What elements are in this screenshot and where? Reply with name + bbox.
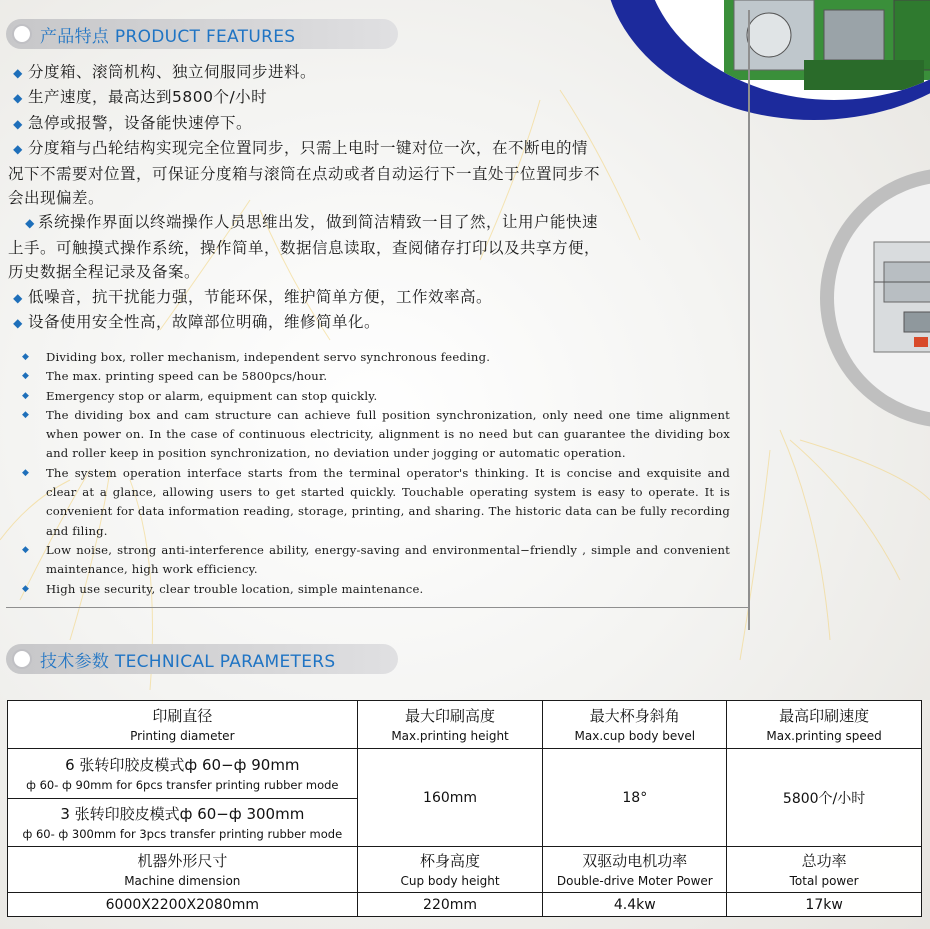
diamond-bullet-icon: ◆ [25,216,35,231]
cn-feature-line: ◆ 系统操作界面以终端操作人员思维出发，做到简洁精致一目了然，让用户能快速 [8,210,740,235]
mode-cell-3pcs: 3 张转印胶皮模式ф 60−ф 300mm ф 60- ф 300mm for 3pcs transfer printing rubber mode [8,799,358,847]
diamond-bullet-icon: ◆ [13,66,23,80]
en-feature-item: ◆ Dividing box, roller mechanism, independent servo synchronous feeding. [22,348,730,367]
diamond-bullet-icon: ◆ [13,290,23,305]
circle-dot-icon [12,24,32,44]
diamond-bullet-icon: ◆ [22,390,29,401]
diamond-bullet-icon: ◆ [13,116,23,131]
cup-height-value: 220mm [357,893,543,917]
features-en-list [22,348,730,599]
header-cell-diameter: 印刷直径 Printing diameter [8,701,358,749]
diamond-bullet-icon: ◆ [22,544,29,555]
header-cell-height: 最大印刷高度 Max.printing height [357,701,543,749]
features-header [6,19,398,49]
header-cell-cup-height: 杯身高度 Cup body height [357,847,543,893]
cn-feature-line: 会出现偏差。 [8,189,105,208]
divider-vertical [748,10,750,630]
header-cell-motor-power: 双驱动电机功率 Double-drive Moter Power [543,847,727,893]
features-title: 产品特点 PRODUCT FEATURES [40,26,296,47]
cn-feature-line: 历史数据全程记录及备案。 [8,263,201,282]
diamond-bullet-icon: ◆ [13,142,23,157]
header-cell-total-power: 总功率 Total power [727,847,922,893]
en-feature-item: ◆ High use security, clear trouble location, simple maintenance. [22,580,730,599]
motor-power-value: 4.4kw [543,893,727,917]
diamond-bullet-icon: ◆ [22,371,29,382]
cn-feature-line: ◆ 分度箱、滚筒机构、独立伺服同步进料。 [8,60,740,85]
header-cell-speed: 最高印刷速度 Max.printing speed [727,701,922,749]
cn-feature-line: ◆ 低噪音，抗干扰能力强，节能环保，维护简单方便，工作效率高。 [8,285,740,310]
en-feature-item: ◆ Low noise, strong anti-interference ability, energy-saving and environmental−friendly , simple and convenient maintenance, high work efficiency. [22,541,730,580]
total-power-value: 17kw [727,893,922,917]
cn-feature-line: ◆ 生产速度，最高达到5800个/小时 [8,85,740,110]
mode-cell-6pcs: 6 张转印胶皮模式ф 60−ф 90mm ф 60- ф 90mm for 6pcs transfer printing rubber mode [8,749,358,799]
features-cn-list [8,60,740,335]
table-row [8,847,922,893]
params-header [6,644,398,674]
cn-feature-line: 上手。可触摸式操作系统，操作简单，数据信息读取，查阅储存打印以及共享方便， [8,238,601,257]
divider-horizontal [6,607,750,608]
params-title: 技术参数 TECHNICAL PARAMETERS [40,651,336,672]
table-row [8,749,922,799]
machine-image-side [820,168,930,428]
cn-feature-line: ◆ 分度箱与凸轮结构实现完全位置同步，只需上电时一键对位一次，在不断电的情 [8,136,740,161]
bevel-value: 18° [543,749,727,847]
cn-feature-line: ◆ 急停或报警，设备能快速停下。 [8,111,740,136]
diamond-bullet-icon: ◆ [13,91,23,106]
header-cell-dimension: 机器外形尺寸 Machine dimension [8,847,358,893]
diamond-bullet-icon: ◆ [22,409,29,420]
en-feature-item: ◆ The max. printing speed can be 5800pcs/hour. [22,367,730,386]
diamond-bullet-icon: ◆ [22,467,29,478]
en-feature-item: ◆ The dividing box and cam structure can achieve full position synchronization, only need one time alignment when power on. In the case of continuous electricity, alignment is no need but can guarantee the dividing box and roller keep in position synchronization, no deviation under jogging or automatic operation. [22,406,730,464]
table-row [8,701,922,749]
dimension-value: 6000X2200X2080mm [8,893,358,917]
diamond-bullet-icon: ◆ [22,583,29,594]
en-feature-item: ◆ Emergency stop or alarm, equipment can stop quickly. [22,387,730,406]
diamond-bullet-icon: ◆ [13,316,23,331]
circle-dot-icon [12,649,32,669]
table-row [8,893,922,917]
en-feature-item: ◆ The system operation interface starts from the terminal operator's thinking. It is concise and exquisite and clear at a glance, allowing users to get started quickly. Touchable operating system is easy to operate. It is convenient for data information reading, storage, printing, and sharing. The historic data can be fully recording and filing. [22,464,730,541]
header-cell-bevel: 最大杯身斜角 Max.cup body bevel [543,701,727,749]
diamond-bullet-icon: ◆ [22,352,29,362]
machine-detail-icon [834,182,930,414]
speed-value: 5800个/小时 [727,749,922,847]
cn-feature-line: 况下不需要对位置，可保证分度箱与滚筒在点动或者自动运行下一直处于位置同步不 [8,164,601,183]
cn-feature-line: ◆ 设备使用安全性高，故障部位明确，维修简单化。 [8,310,740,335]
height-value: 160mm [357,749,543,847]
params-table [7,700,922,917]
